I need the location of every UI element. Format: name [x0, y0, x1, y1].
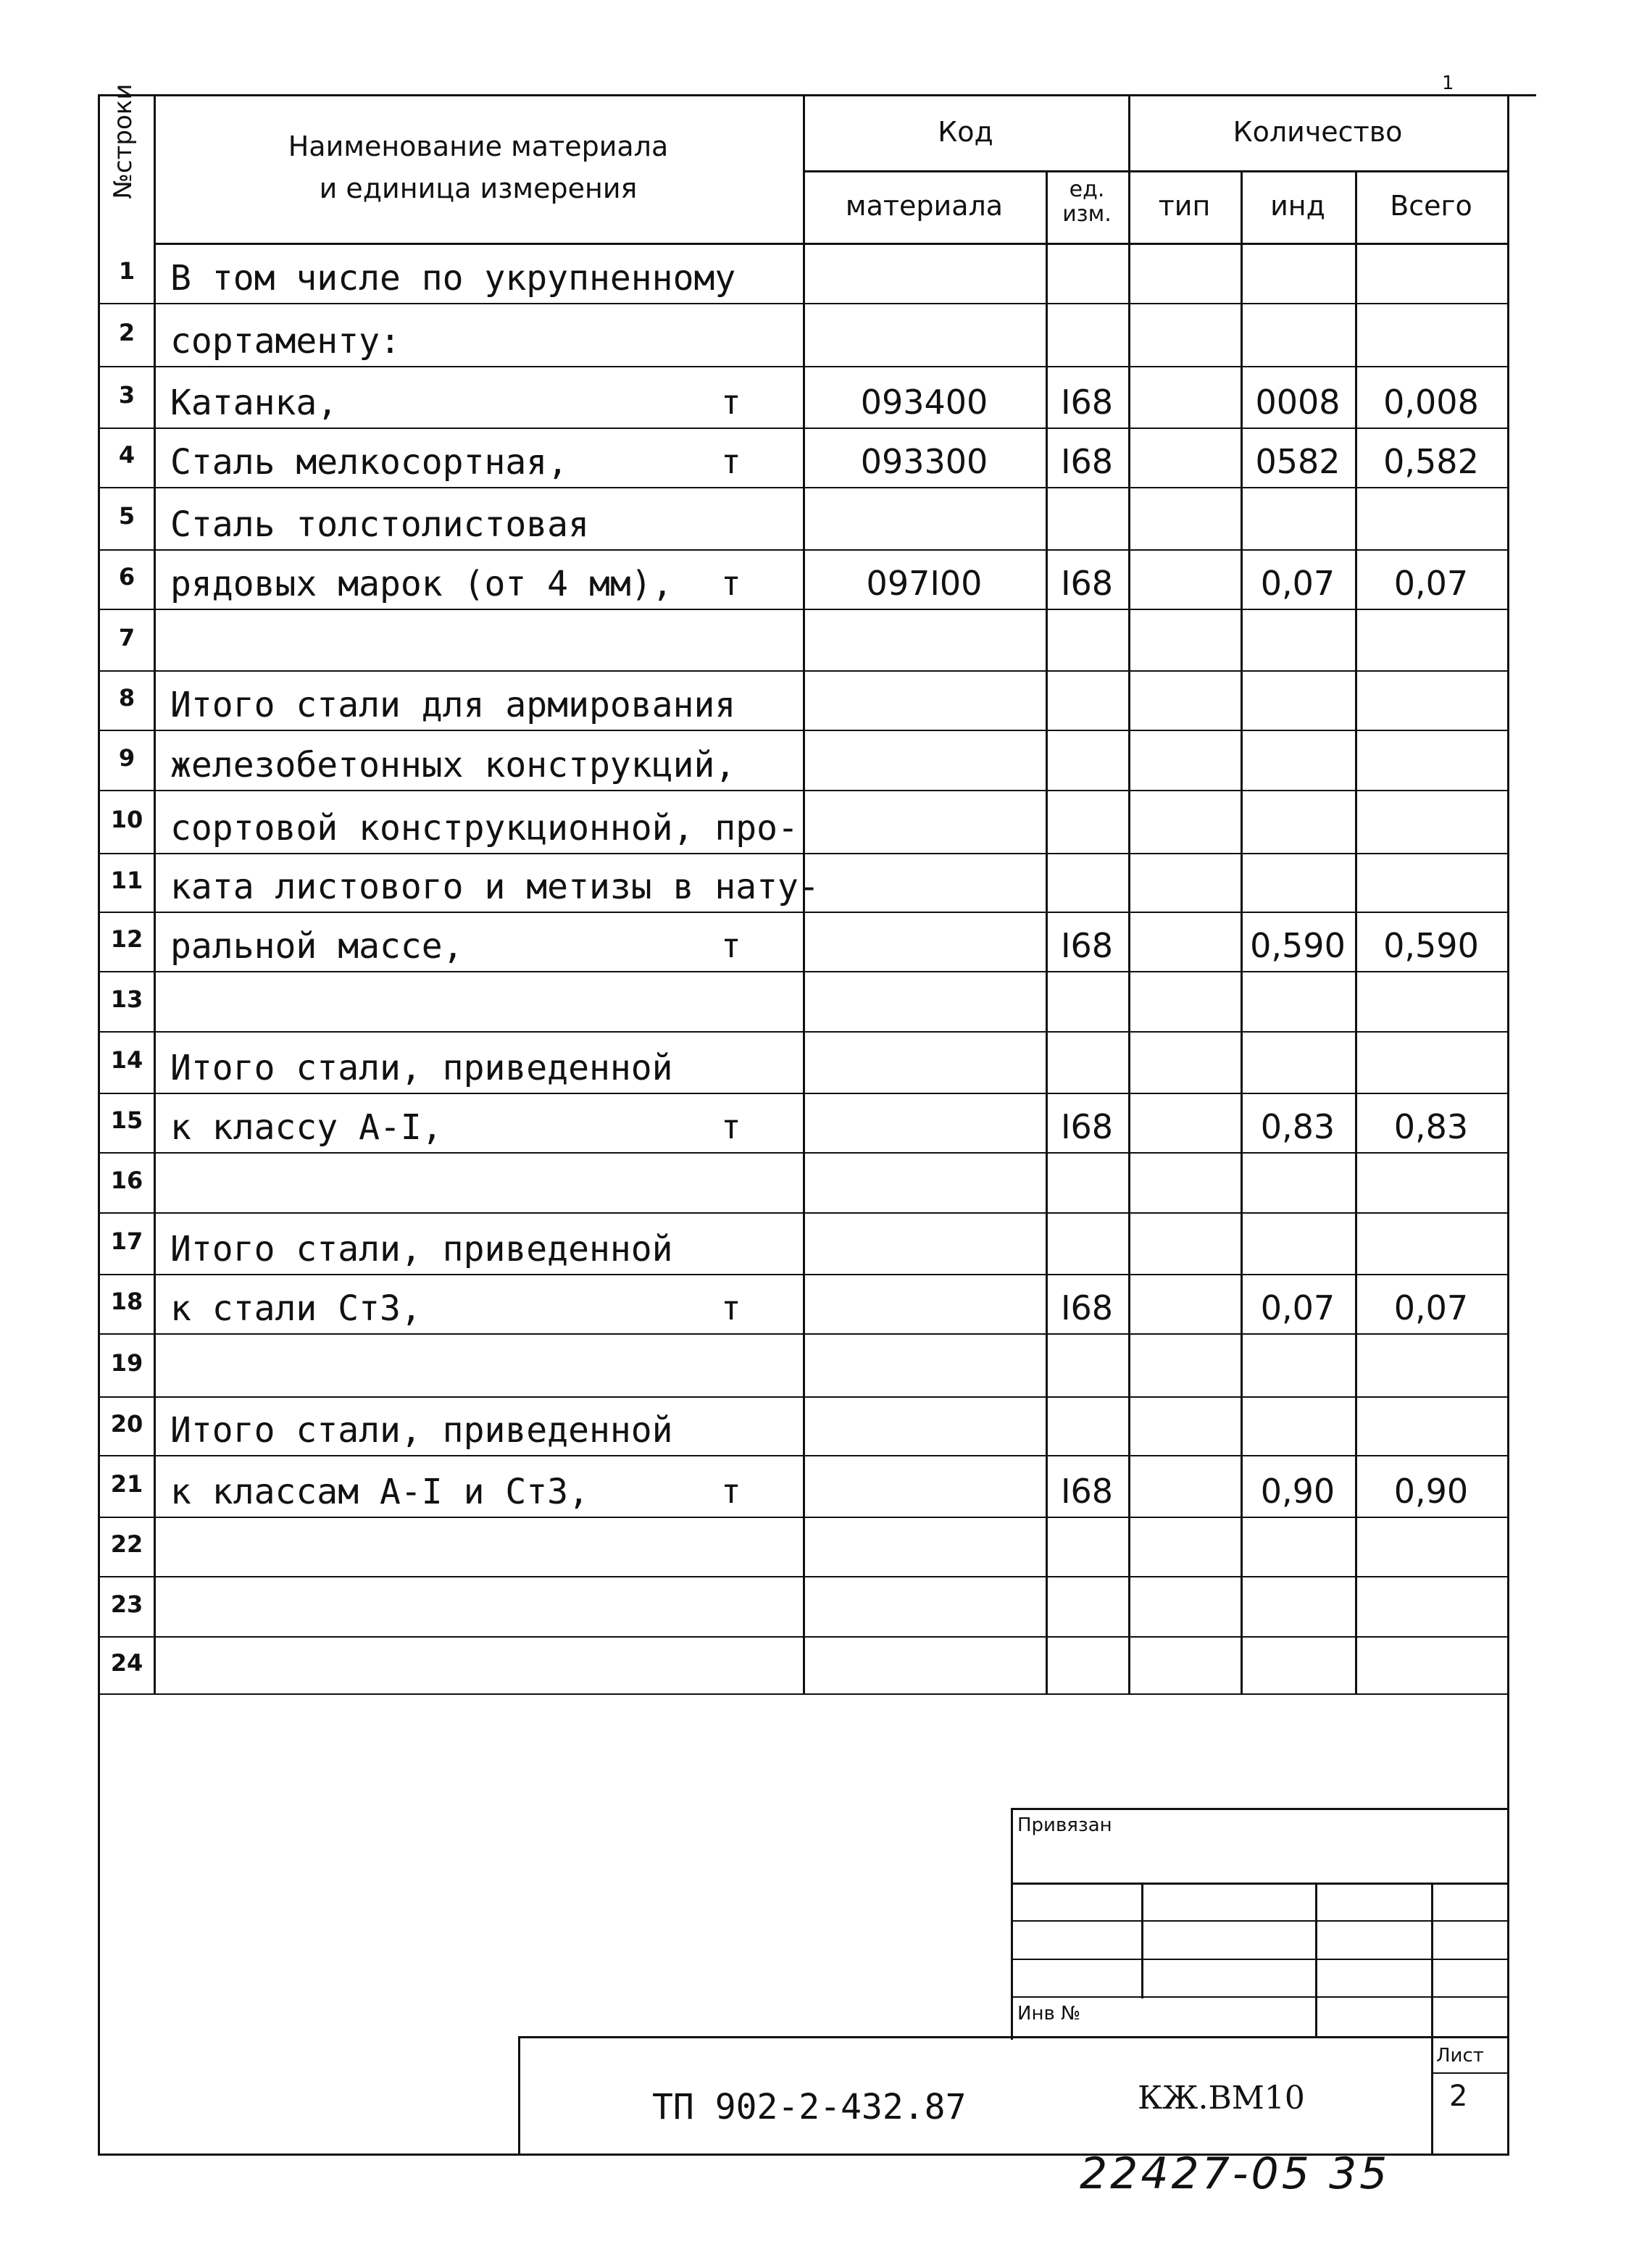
qty-ind-header: инд: [1270, 190, 1325, 222]
row-number: 19: [110, 1348, 143, 1377]
row-number: 21: [110, 1469, 143, 1498]
row-rule: [98, 912, 1507, 913]
column-divider: [1128, 94, 1130, 1693]
unit-code: I68: [1060, 1472, 1114, 1511]
row-number: 11: [110, 866, 143, 894]
row-number: 5: [118, 502, 136, 530]
material-name: к стали Ст3,: [170, 1288, 422, 1329]
unit-of-measure: т: [721, 1107, 741, 1146]
top-mark: 1: [1442, 72, 1454, 94]
qty-ind: 0008: [1255, 383, 1341, 422]
row-rule: [98, 1031, 1507, 1033]
row-rule: [98, 730, 1507, 731]
material-name: железобетонных конструкций,: [170, 745, 736, 785]
row-rule: [98, 428, 1507, 429]
material-name: к классам А-I и Ст3,: [170, 1472, 589, 1512]
qty-ind: 0,590: [1250, 926, 1346, 965]
qty-total: 0,83: [1393, 1107, 1469, 1146]
qty-ind: 0,07: [1260, 1288, 1335, 1327]
row-rule: [98, 790, 1507, 791]
row-rule: [98, 1212, 1507, 1214]
stamp-rule: [1141, 1883, 1143, 1998]
row-number: 20: [110, 1409, 143, 1438]
row-number: 10: [110, 805, 143, 833]
qty-total: 0,07: [1393, 1288, 1469, 1327]
row-rule: [98, 609, 1507, 610]
stamp-rule: [1431, 1883, 1433, 2154]
row-rule: [98, 1693, 1507, 1695]
qty-ind: 0,07: [1260, 564, 1335, 603]
sheet-number: 2: [1449, 2080, 1468, 2113]
stamp-rule: [518, 2036, 1507, 2038]
qty-ind: 0,90: [1260, 1472, 1335, 1511]
stamp-rule: [518, 2036, 520, 2156]
row-number: 23: [110, 1590, 143, 1618]
outer-left-border: [98, 94, 100, 2156]
material-code: 093300: [860, 442, 988, 481]
material-name: Сталь толстолистовая: [170, 504, 589, 545]
row-number: 17: [110, 1227, 143, 1255]
stamp-rule: [1431, 2072, 1507, 2074]
code-material-header: материала: [845, 190, 1004, 222]
row-rule: [98, 366, 1507, 367]
qty-total-header: Всего: [1390, 190, 1472, 222]
qty-total: 0,90: [1393, 1472, 1469, 1511]
bound-label: Привязан: [1017, 1814, 1112, 1836]
row-number: 24: [110, 1648, 143, 1677]
row-number: 7: [118, 623, 136, 651]
row-rule: [98, 853, 1507, 854]
qty-type-header: тип: [1158, 190, 1211, 222]
material-name: В том числе по укрупненному: [170, 258, 736, 299]
row-number: 4: [118, 441, 136, 469]
unit-code: I68: [1060, 442, 1114, 481]
header-mid-rule: [803, 170, 1507, 172]
qty-total: 0,582: [1383, 442, 1479, 481]
row-number: 3: [118, 380, 136, 409]
row-rule: [98, 1333, 1507, 1335]
row-rule: [98, 303, 1507, 304]
row-rule: [98, 971, 1507, 972]
unit-of-measure: т: [721, 1288, 741, 1327]
material-name: ральной массе,: [170, 926, 464, 967]
row-rule: [98, 1576, 1507, 1577]
row-rule: [98, 549, 1507, 551]
stamp-rule: [1011, 1808, 1013, 2040]
sheet-label: Лист: [1436, 2045, 1484, 2067]
unit-code: I68: [1060, 383, 1114, 422]
inv-no-label: Инв №: [1017, 2003, 1081, 2025]
material-code: 093400: [860, 383, 988, 422]
material-name: Итого стали, приведенной: [170, 1410, 673, 1451]
qty-total: 0,008: [1383, 383, 1479, 422]
handwritten-number: 22427-05 35: [1080, 2148, 1391, 2199]
row-number: 9: [118, 743, 136, 772]
outer-right-border: [1507, 94, 1509, 2156]
document-code: ТП 902-2-432.87: [652, 2087, 967, 2127]
code-header: Код: [938, 116, 993, 148]
row-rule: [98, 1636, 1507, 1638]
row-rule: [98, 1274, 1507, 1275]
unit-code: I68: [1060, 1288, 1114, 1327]
row-rule: [98, 1396, 1507, 1398]
stamp-rule: [1011, 1808, 1507, 1810]
unit-code: I68: [1060, 926, 1114, 965]
material-name: сортаменту:: [170, 321, 401, 362]
material-code: 097I00: [866, 564, 983, 603]
row-number: 6: [118, 563, 136, 591]
outer-top-border: [98, 94, 1536, 96]
material-name: рядовых марок (от 4 мм),: [170, 564, 673, 604]
row-rule: [98, 1455, 1507, 1456]
row-rule: [98, 670, 1507, 672]
row-number-header: №строки: [109, 83, 138, 199]
row-rule: [98, 1152, 1507, 1154]
row-number: 1: [118, 257, 136, 285]
row-number: 8: [118, 684, 136, 712]
document-mark: КЖ.ВМ10: [1138, 2080, 1305, 2117]
row-number: 18: [110, 1288, 143, 1315]
row-number: 12: [110, 925, 143, 953]
row-number: 14: [110, 1046, 143, 1074]
row-number: 13: [110, 985, 143, 1013]
row-rule: [98, 1517, 1507, 1518]
unit-of-measure: т: [721, 442, 741, 481]
row-number: 2: [118, 318, 136, 346]
qty-ind: 0582: [1255, 442, 1341, 481]
unit-code: I68: [1060, 564, 1114, 603]
name-header-line2: и единица измерения: [319, 172, 638, 204]
header-bottom-rule: [154, 243, 1507, 245]
material-name: ката листового и метизы в нату-: [170, 867, 820, 907]
column-divider: [154, 94, 156, 1693]
code-unit-header: ед. изм.: [1062, 177, 1112, 227]
qty-ind: 0,83: [1260, 1107, 1335, 1146]
unit-code: I68: [1060, 1107, 1114, 1146]
material-name: Сталь мелкосортная,: [170, 442, 569, 483]
qty-total: 0,07: [1393, 564, 1469, 603]
row-rule: [98, 487, 1507, 488]
name-header-line1: Наименование материала: [288, 130, 669, 162]
row-number: 16: [110, 1166, 143, 1194]
material-name: Итого стали, приведенной: [170, 1048, 673, 1088]
unit-of-measure: т: [721, 926, 741, 965]
unit-of-measure: т: [721, 383, 741, 422]
material-name: Катанка,: [170, 383, 338, 423]
material-name: к классу А-I,: [170, 1107, 443, 1148]
row-rule: [98, 1093, 1507, 1094]
quantity-header: Количество: [1233, 116, 1403, 148]
material-name: сортовой конструкционной, про-: [170, 808, 799, 849]
qty-total: 0,590: [1383, 926, 1479, 965]
row-number: 15: [110, 1106, 143, 1134]
row-number: 22: [110, 1530, 143, 1558]
unit-of-measure: т: [721, 1472, 741, 1511]
material-name: Итого стали, приведенной: [170, 1229, 673, 1270]
unit-of-measure: т: [721, 564, 741, 603]
material-name: Итого стали для армирования: [170, 685, 736, 725]
stamp-rule: [1315, 1883, 1317, 2038]
